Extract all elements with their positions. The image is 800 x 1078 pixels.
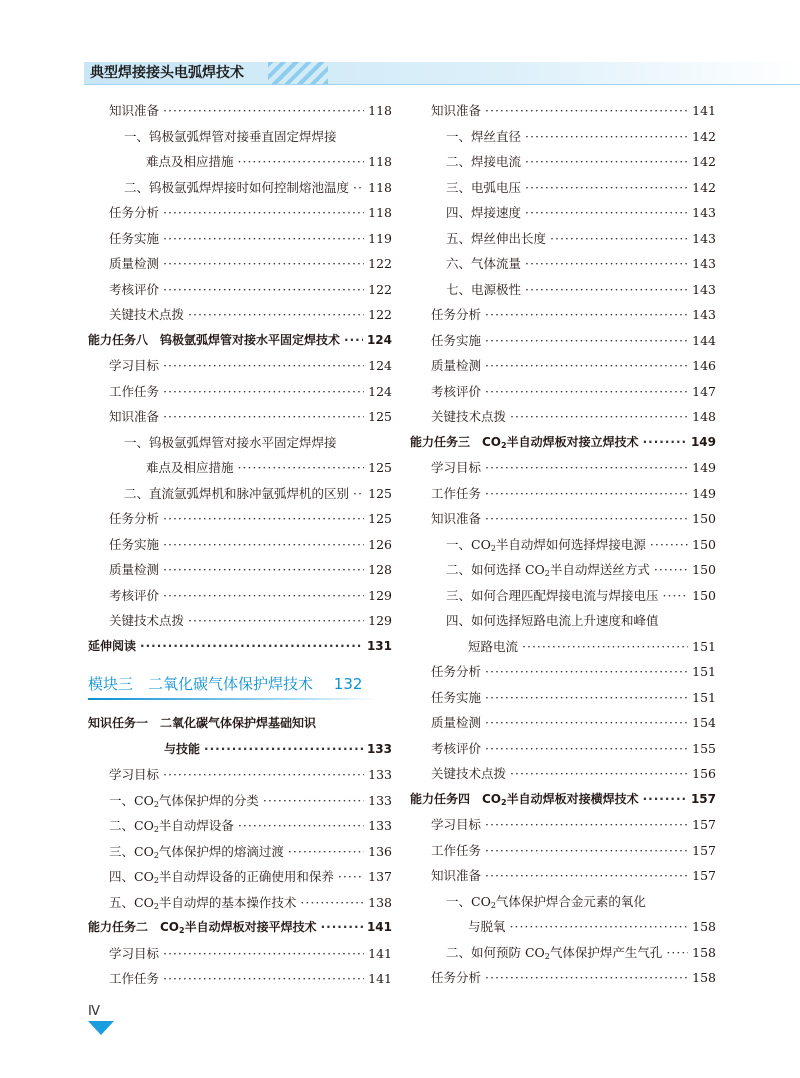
toc-entry-title: 知识准备 — [109, 103, 160, 118]
toc-entry[interactable] — [410, 838, 716, 864]
toc-entry-page: 158 — [692, 970, 716, 985]
toc-entry[interactable] — [410, 583, 716, 609]
toc-entry-title: 一、钨极氩弧焊管对接水平固定焊焊接 — [124, 434, 337, 450]
toc-entry-page: 118 — [368, 103, 392, 118]
toc-entry[interactable] — [88, 251, 392, 277]
toc-entry-page: 141 — [366, 920, 392, 934]
toc-entry[interactable] — [88, 813, 392, 839]
toc-leader-dots — [485, 685, 688, 711]
toc-leader-dots — [353, 481, 364, 507]
toc-entry-title: 能力任务四 $CO_2$半自动焊板对接横焊技术 — [410, 791, 639, 807]
toc-entry[interactable] — [88, 353, 392, 379]
toc-entry-page: 133 — [368, 792, 392, 808]
toc-entry-title: 难点及相应措施 — [146, 460, 234, 475]
toc-entry[interactable] — [410, 430, 716, 456]
toc-entry-title: 质量检测 — [109, 256, 160, 271]
toc-entry[interactable] — [410, 761, 716, 787]
toc-entry[interactable] — [410, 251, 716, 277]
toc-entry-title: 五、焊丝伸出长度 — [446, 230, 547, 246]
toc-leader-dots — [163, 200, 364, 226]
toc-entry[interactable] — [410, 98, 716, 124]
toc-entry-title: 学习目标 — [109, 358, 160, 373]
toc-list-right — [410, 98, 716, 991]
toc-entry-title: 一、钨极氩弧焊管对接垂直固定焊焊接 — [124, 128, 337, 144]
toc-entry-title: 任务实施 — [109, 230, 160, 246]
toc-entry-title: 四、焊接速度 — [446, 205, 522, 220]
toc-leader-dots — [485, 710, 688, 736]
running-header — [0, 0, 800, 90]
toc-entry[interactable] — [410, 328, 716, 354]
toc-entry[interactable] — [410, 965, 716, 991]
toc-entry-page: 151 — [692, 664, 716, 679]
toc-leader-dots — [510, 914, 689, 940]
toc-entry-page: 143 — [692, 230, 716, 246]
toc-entry-page: 128 — [368, 562, 392, 577]
toc-entry-page: 124 — [368, 358, 392, 373]
toc-entry-page: 133 — [368, 767, 392, 782]
toc-entry[interactable] — [88, 608, 392, 634]
toc-entry-page: 149 — [692, 485, 716, 501]
toc-entry-title: 任务实施 — [109, 536, 160, 552]
toc-leader-dots — [522, 634, 688, 660]
toc-entry-title: 知识准备 — [431, 103, 482, 118]
toc-leader-dots — [163, 353, 364, 379]
toc-entry[interactable] — [88, 557, 392, 583]
toc-entry[interactable] — [410, 302, 716, 328]
toc-entry[interactable] — [410, 277, 716, 303]
toc-entry[interactable] — [410, 353, 716, 379]
toc-entry-title: 关键技术点拨 — [431, 766, 507, 781]
toc-entry-title: 考核评价 — [109, 281, 160, 297]
toc-entry-title: 任务分析 — [431, 970, 482, 985]
toc-entry-page: 125 — [368, 511, 392, 526]
toc-entry-title: 关键技术点拨 — [431, 409, 507, 424]
toc-entry-page: 124 — [366, 332, 392, 347]
toc-entry-title: 二、直流氩弧焊机和脉冲氩弧焊机的区别 — [124, 485, 350, 501]
toc-entry[interactable] — [410, 736, 716, 762]
toc-entry-title: 知识准备 — [109, 409, 160, 424]
toc-leader-dots — [650, 532, 688, 558]
toc-leader-dots — [485, 353, 688, 379]
toc-entry-page: 143 — [692, 307, 716, 322]
toc-entry-title: 延伸阅读 — [88, 638, 137, 653]
toc-entry[interactable] — [88, 302, 392, 328]
module-title: 模块三 二氧化碳气体保护焊技术 — [88, 675, 314, 693]
toc-entry-page: 149 — [690, 434, 716, 449]
toc-entry-page: 146 — [692, 358, 716, 373]
toc-leader-dots — [485, 838, 688, 864]
toc-entry-title: 二、钨极氩弧焊焊接时如何控制熔池温度 — [124, 179, 350, 195]
toc-entry-page: 157 — [690, 791, 716, 806]
toc-entry[interactable] — [88, 455, 392, 481]
toc-entry-title: 与脱氧 — [468, 919, 506, 934]
toc-leader-dots — [525, 149, 688, 175]
toc-entry-title: 知识准备 — [431, 868, 482, 883]
toc-entry-title: 四、如何选择短路电流上升速度和峰值 — [446, 613, 659, 628]
toc-entry-page: 119 — [368, 230, 392, 246]
toc-entry-page: 129 — [368, 613, 392, 628]
toc-entry-title: 任务实施 — [431, 689, 482, 705]
toc-leader-dots — [163, 532, 364, 558]
toc-entry-title: 二、如何预防 $CO_2$气体保护焊产生气孔 — [446, 944, 663, 961]
toc-entry-page: 126 — [368, 536, 392, 552]
toc-entry[interactable] — [410, 787, 716, 813]
toc-entry[interactable] — [88, 583, 392, 609]
toc-entry-page: 147 — [692, 383, 716, 399]
toc-entry-page: 155 — [692, 740, 716, 756]
toc-leader-dots — [485, 736, 688, 762]
toc-leader-dots — [510, 404, 688, 430]
toc-entry-page: 157 — [692, 842, 716, 858]
toc-entry-page: 157 — [692, 817, 716, 832]
toc-entry-page: 125 — [368, 485, 392, 501]
toc-leader-dots — [525, 277, 688, 303]
toc-list-before-module — [88, 98, 392, 659]
toc-entry[interactable] — [88, 966, 392, 992]
toc-entry[interactable] — [410, 608, 716, 634]
toc-leader-dots — [666, 940, 688, 966]
toc-entry[interactable] — [410, 226, 716, 252]
toc-entry-page: 122 — [368, 256, 392, 271]
toc-entry[interactable] — [410, 914, 716, 940]
toc-leader-dots — [163, 251, 364, 277]
toc-entry-title: 知识准备 — [431, 511, 482, 526]
toc-leader-dots — [485, 379, 688, 405]
toc-entry[interactable] — [88, 915, 392, 941]
toc-leader-dots — [163, 226, 364, 252]
toc-leader-dots — [485, 481, 688, 507]
toc-leader-dots — [525, 124, 688, 150]
toc-leader-dots — [510, 761, 688, 787]
toc-entry-title: 三、$CO_2$气体保护焊的熔滴过渡 — [109, 843, 284, 860]
toc-entry[interactable] — [88, 506, 392, 532]
toc-entry-title: 二、如何选择 $CO_2$半自动焊送丝方式 — [446, 562, 650, 578]
toc-entry-page: 141 — [692, 103, 716, 118]
toc-entry-page: 144 — [692, 332, 716, 348]
toc-entry-page: 131 — [366, 638, 392, 653]
toc-entry[interactable] — [410, 532, 716, 558]
toc-entry[interactable] — [410, 200, 716, 226]
toc-leader-dots — [550, 226, 688, 252]
toc-entry-title: 学习目标 — [109, 945, 160, 961]
toc-entry-page: 158 — [692, 944, 716, 960]
footer-triangle-icon — [88, 1021, 114, 1035]
toc-leader-dots — [525, 251, 688, 277]
toc-entry[interactable] — [88, 532, 392, 558]
toc-entry-title: 一、$CO_2$半自动焊如何选择焊接电源 — [446, 536, 646, 553]
toc-entry-title: 七、电源极性 — [446, 281, 522, 297]
toc-entry-title: 任务分析 — [431, 664, 482, 679]
toc-leader-dots — [238, 813, 364, 839]
toc-entry[interactable] — [410, 659, 716, 685]
toc-entry-title: 二、焊接电流 — [446, 154, 522, 169]
toc-entry-title: 短路电流 — [468, 638, 519, 654]
toc-entry[interactable] — [410, 481, 716, 507]
toc-leader-dots — [321, 915, 363, 941]
toc-list-after-module — [88, 711, 392, 992]
toc-entry-title: 五、$CO_2$半自动焊的基本操作技术 — [109, 894, 297, 911]
toc-entry-page: 141 — [368, 971, 392, 986]
toc-leader-dots — [163, 277, 364, 303]
toc-entry-page: 148 — [692, 409, 716, 424]
toc-entry-title: 六、气体流量 — [446, 256, 522, 271]
toc-entry-title: 关键技术点拨 — [109, 613, 185, 628]
toc-leader-dots — [643, 430, 687, 456]
toc-entry-title: 二、$CO_2$半自动焊设备 — [109, 818, 234, 834]
toc-entry[interactable] — [410, 379, 716, 405]
module-underline — [88, 698, 378, 700]
toc-entry-page: 122 — [368, 307, 392, 322]
header-title: 典型焊接接头电弧焊技术 — [90, 65, 244, 81]
toc-entry[interactable] — [410, 149, 716, 175]
toc-leader-dots — [485, 455, 688, 481]
toc-entry[interactable] — [88, 788, 392, 814]
toc-entry-page: 143 — [692, 205, 716, 220]
toc-entry-page: 143 — [692, 256, 716, 271]
module-page: 132 — [333, 675, 363, 693]
toc-entry-title: 关键技术点拨 — [109, 307, 185, 322]
toc-entry[interactable] — [88, 226, 392, 252]
toc-entry[interactable] — [88, 379, 392, 405]
toc-leader-dots — [288, 839, 364, 865]
toc-entry-page: 141 — [368, 945, 392, 961]
toc-leader-dots — [300, 890, 364, 916]
page-number: Ⅳ — [88, 1004, 100, 1019]
toc-leader-dots — [163, 583, 364, 609]
toc-leader-dots — [163, 941, 364, 967]
toc-leader-dots — [643, 787, 687, 813]
toc-entry-page: 143 — [692, 281, 716, 297]
toc-leader-dots — [188, 302, 364, 328]
toc-entry[interactable] — [88, 839, 392, 865]
toc-entry-page: 118 — [368, 179, 392, 195]
toc-entry-title: 考核评价 — [431, 740, 482, 756]
toc-leader-dots — [163, 98, 364, 124]
toc-entry[interactable] — [88, 941, 392, 967]
toc-leader-dots — [485, 98, 688, 124]
toc-leader-dots — [238, 149, 365, 175]
toc-leader-dots — [485, 302, 688, 328]
toc-entry-page: 133 — [366, 741, 392, 756]
toc-entry-page: 156 — [692, 766, 716, 781]
toc-entry-page: 125 — [368, 460, 392, 475]
toc-entry-title: 难点及相应措施 — [146, 154, 234, 169]
toc-entry[interactable] — [410, 455, 716, 481]
toc-leader-dots — [344, 328, 363, 354]
toc-entry[interactable] — [410, 863, 716, 889]
toc-entry[interactable] — [88, 481, 392, 507]
toc-entry-title: 学习目标 — [431, 817, 482, 832]
toc-leader-dots — [485, 659, 688, 685]
toc-entry[interactable] — [410, 685, 716, 711]
toc-entry[interactable] — [88, 737, 392, 763]
toc-entry-title: 学习目标 — [109, 767, 160, 782]
toc-entry-page: 157 — [692, 868, 716, 883]
toc-leader-dots — [485, 965, 688, 991]
toc-entry-page: 118 — [368, 154, 392, 169]
toc-entry[interactable] — [410, 889, 716, 915]
toc-entry-title: 一、焊丝直径 — [446, 128, 522, 144]
toc-entry[interactable] — [410, 124, 716, 150]
toc-entry-page: 142 — [692, 179, 716, 195]
toc-entry-page: 149 — [692, 460, 716, 475]
toc-entry[interactable] — [410, 940, 716, 966]
toc-entry-title: 三、如何合理匹配焊接电流与焊接电压 — [446, 587, 659, 603]
toc-leader-dots — [263, 788, 364, 814]
toc-entry[interactable] — [410, 175, 716, 201]
toc-entry-title: 任务分析 — [109, 511, 160, 526]
toc-entry-page: 142 — [692, 154, 716, 169]
toc-entry[interactable] — [88, 175, 392, 201]
toc-entry-title: 工作任务 — [431, 485, 482, 501]
toc-leader-dots — [163, 762, 364, 788]
toc-entry-page: 150 — [692, 587, 716, 603]
toc-entry-title: 与技能 — [164, 741, 201, 756]
toc-left-column — [88, 98, 392, 992]
toc-leader-dots — [485, 506, 688, 532]
toc-entry-page: 122 — [368, 281, 392, 297]
toc-entry[interactable] — [88, 711, 392, 737]
toc-leader-dots — [485, 328, 688, 354]
toc-entry-title: 工作任务 — [109, 971, 160, 986]
toc-leader-dots — [204, 737, 363, 763]
toc-entry-page: 150 — [692, 562, 716, 577]
toc-entry[interactable] — [410, 557, 716, 583]
toc-entry-title: 四、$CO_2$半自动焊设备的正确使用和保养 — [109, 869, 334, 885]
toc-entry-page: 150 — [692, 536, 716, 552]
toc-entry-title: 任务分析 — [109, 205, 160, 220]
module-heading[interactable] — [88, 671, 392, 705]
toc-leader-dots — [163, 557, 364, 583]
toc-leader-dots — [188, 608, 364, 634]
toc-leader-dots — [353, 175, 364, 201]
toc-entry-title: 工作任务 — [109, 383, 160, 399]
toc-entry-page: 124 — [368, 383, 392, 399]
toc-entry-page: 137 — [368, 869, 392, 884]
toc-entry-title: 一、$CO_2$气体保护焊合金元素的氧化 — [446, 893, 646, 910]
toc-entry-title: 质量检测 — [431, 715, 482, 730]
toc-entry-title: 任务实施 — [431, 332, 482, 348]
toc-entry[interactable] — [88, 149, 392, 175]
toc-entry-page: 136 — [368, 843, 392, 859]
toc-leader-dots — [140, 634, 363, 660]
header-rule — [84, 84, 800, 85]
toc-entry[interactable] — [88, 864, 392, 890]
toc-leader-dots — [163, 506, 364, 532]
toc-entry-page: 154 — [692, 715, 716, 730]
toc-leader-dots — [338, 864, 364, 890]
header-stripes — [268, 62, 328, 84]
toc-entry-title: 质量检测 — [431, 358, 482, 373]
toc-entry-page: 125 — [368, 409, 392, 424]
toc-entry[interactable] — [410, 812, 716, 838]
toc-entry-title: 一、$CO_2$气体保护焊的分类 — [109, 792, 259, 809]
toc-entry-page: 150 — [692, 511, 716, 526]
toc-entry-title: 考核评价 — [109, 587, 160, 603]
toc-entry[interactable] — [88, 200, 392, 226]
toc-entry-page: 151 — [692, 689, 716, 705]
toc-entry-title: 学习目标 — [431, 460, 482, 475]
toc-entry-title: 任务分析 — [431, 307, 482, 322]
toc-entry-page: 138 — [368, 894, 392, 910]
toc-leader-dots — [663, 583, 689, 609]
toc-leader-dots — [525, 200, 688, 226]
toc-entry[interactable] — [88, 762, 392, 788]
toc-entry-title: 能力任务二 $CO_2$半自动焊板对接平焊技术 — [88, 920, 317, 935]
toc-leader-dots — [485, 863, 688, 889]
toc-entry-title: 能力任务三 $CO_2$半自动焊板对接立焊技术 — [410, 434, 639, 450]
toc-entry[interactable] — [410, 404, 716, 430]
toc-entry-page: 118 — [368, 205, 392, 220]
toc-leader-dots — [163, 966, 364, 992]
toc-entry[interactable] — [88, 124, 392, 150]
toc-entry-title: 三、电弧电压 — [446, 179, 522, 195]
toc-leader-dots — [163, 379, 364, 405]
toc-entry[interactable] — [88, 98, 392, 124]
toc-entry-page: 129 — [368, 587, 392, 603]
toc-leader-dots — [485, 812, 688, 838]
toc-entry[interactable] — [88, 430, 392, 456]
toc-leader-dots — [163, 404, 364, 430]
toc-entry-page: 133 — [368, 818, 392, 833]
toc-entry[interactable] — [410, 506, 716, 532]
toc-entry[interactable] — [88, 634, 392, 660]
toc-entry-page: 142 — [692, 128, 716, 144]
toc-entry-title: 能力任务八 钨极氩弧焊管对接水平固定焊技术 — [88, 332, 341, 347]
toc-entry[interactable] — [88, 890, 392, 916]
toc-leader-dots — [238, 455, 365, 481]
toc-entry[interactable] — [88, 404, 392, 430]
toc-right-column — [410, 98, 716, 991]
toc-entry[interactable] — [88, 277, 392, 303]
toc-entry-title: 考核评价 — [431, 383, 482, 399]
page-footer — [88, 1005, 114, 1035]
toc-leader-dots — [525, 175, 688, 201]
toc-leader-dots — [654, 557, 688, 583]
toc-entry-title: 质量检测 — [109, 562, 160, 577]
toc-entry[interactable] — [410, 634, 716, 660]
toc-entry[interactable] — [410, 710, 716, 736]
toc-entry-title: 知识任务一 二氧化碳气体保护焊基础知识 — [88, 716, 317, 730]
toc-entry-title: 工作任务 — [431, 842, 482, 858]
toc-entry[interactable] — [88, 328, 392, 354]
toc-entry-page: 151 — [692, 638, 716, 654]
toc-entry-page: 158 — [692, 919, 716, 934]
